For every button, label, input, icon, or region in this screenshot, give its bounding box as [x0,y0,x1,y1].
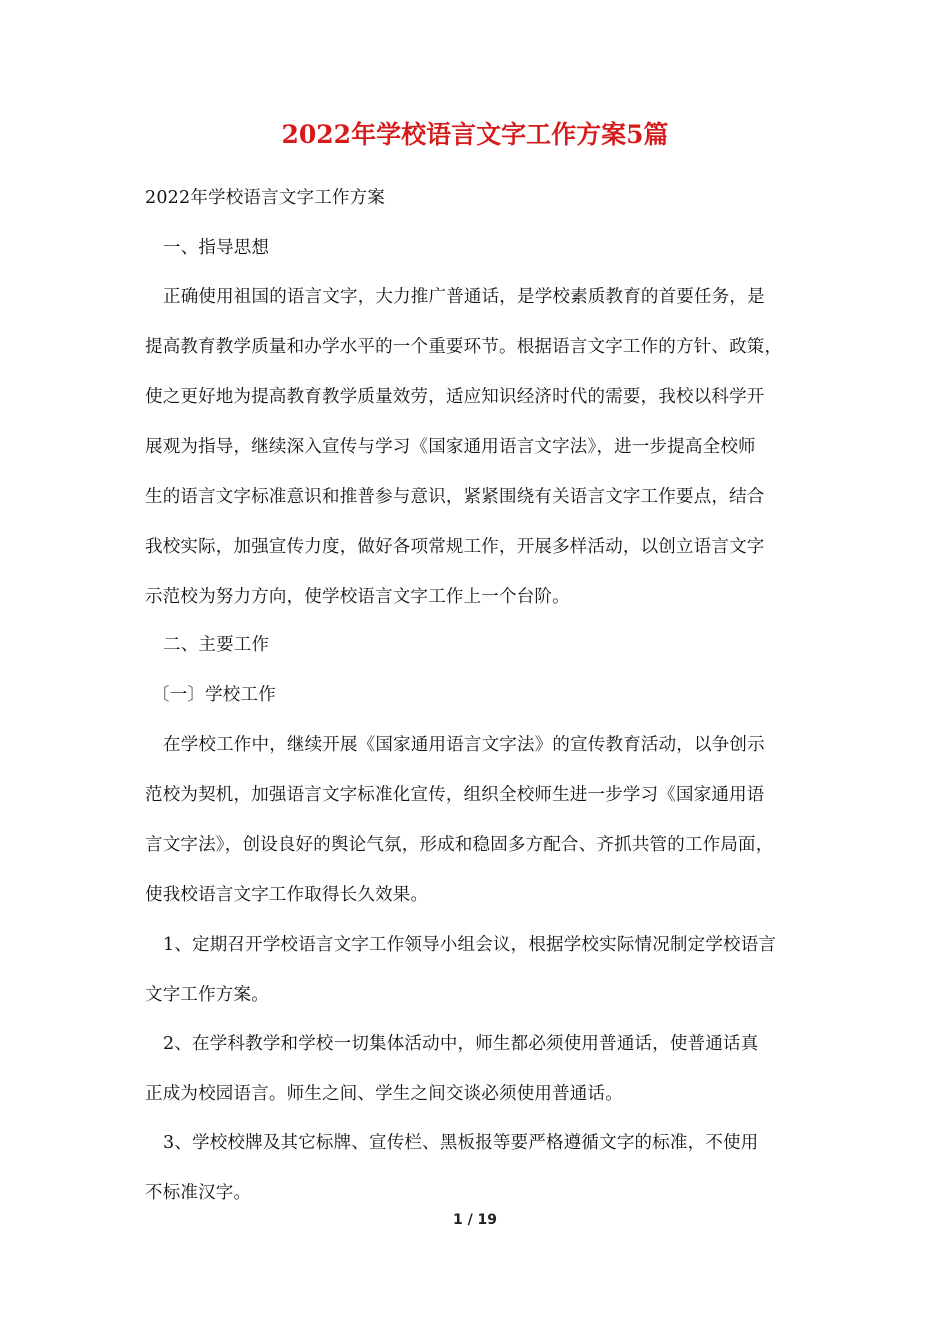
paragraph-line: 我校实际，加强宣传力度，做好各项常规工作，开展多样活动，以创立语言文字 [145,537,765,557]
paragraph-line: 在学校工作中，继续开展《国家通用语言文字法》的宣传教育活动，以争创示 [163,735,765,755]
section-heading-guiding-thought: 一、指导思想 [163,238,270,258]
paragraph-line: 示范校为努力方向，使学校语言文字工作上一个台阶。 [145,587,570,607]
subtitle-line: 2022年学校语言文字工作方案 [145,188,386,208]
list-item-2-continued: 正成为校园语言。师生之间、学生之间交谈必须使用普通话。 [145,1084,623,1104]
list-item-2: 2、在学科教学和学校一切集体活动中，师生都必须使用普通话，使普通话真 [163,1034,759,1054]
paragraph-line: 生的语言文字标准意识和推普参与意识，紧紧围绕有关语言文字工作要点，结合 [145,487,765,507]
paragraph-line: 言文字法》，创设良好的舆论气氛，形成和稳固多方配合、齐抓共管的工作局面， [145,835,774,855]
section-heading-main-work: 二、主要工作 [163,635,270,655]
paragraph-line: 展观为指导，继续深入宣传与学习《国家通用语言文字法》，进一步提高全校师 [145,437,756,457]
list-item-3-continued: 不标准汉字。 [145,1183,252,1203]
document-title: 2022年学校语言文字工作方案5篇 [281,120,669,149]
page-indicator: 1 / 19 [452,1212,498,1228]
paragraph-line: 正确使用祖国的语言文字，大力推广普通话，是学校素质教育的首要任务，是 [163,287,765,307]
list-item-3: 3、学校校牌及其它标牌、宣传栏、黑板报等要严格遵循文字的标准，不使用 [163,1133,759,1153]
paragraph-line: 使之更好地为提高教育教学质量效劳，适应知识经济时代的需要，我校以科学开 [145,387,765,407]
list-item-1-continued: 文字工作方案。 [145,985,269,1005]
paragraph-line: 使我校语言文字工作取得长久效果。 [145,885,429,905]
list-item-1: 1、定期召开学校语言文字工作领导小组会议，根据学校实际情况制定学校语言 [163,935,777,955]
paragraph-line: 提高教育教学质量和办学水平的一个重要环节。根据语言文字工作的方针、政策， [145,337,783,357]
paragraph-line: 范校为契机，加强语言文字标准化宣传，组织全校师生进一步学习《国家通用语 [145,785,765,805]
subsection-heading-school-work: 〔一〕学校工作 [152,685,276,705]
